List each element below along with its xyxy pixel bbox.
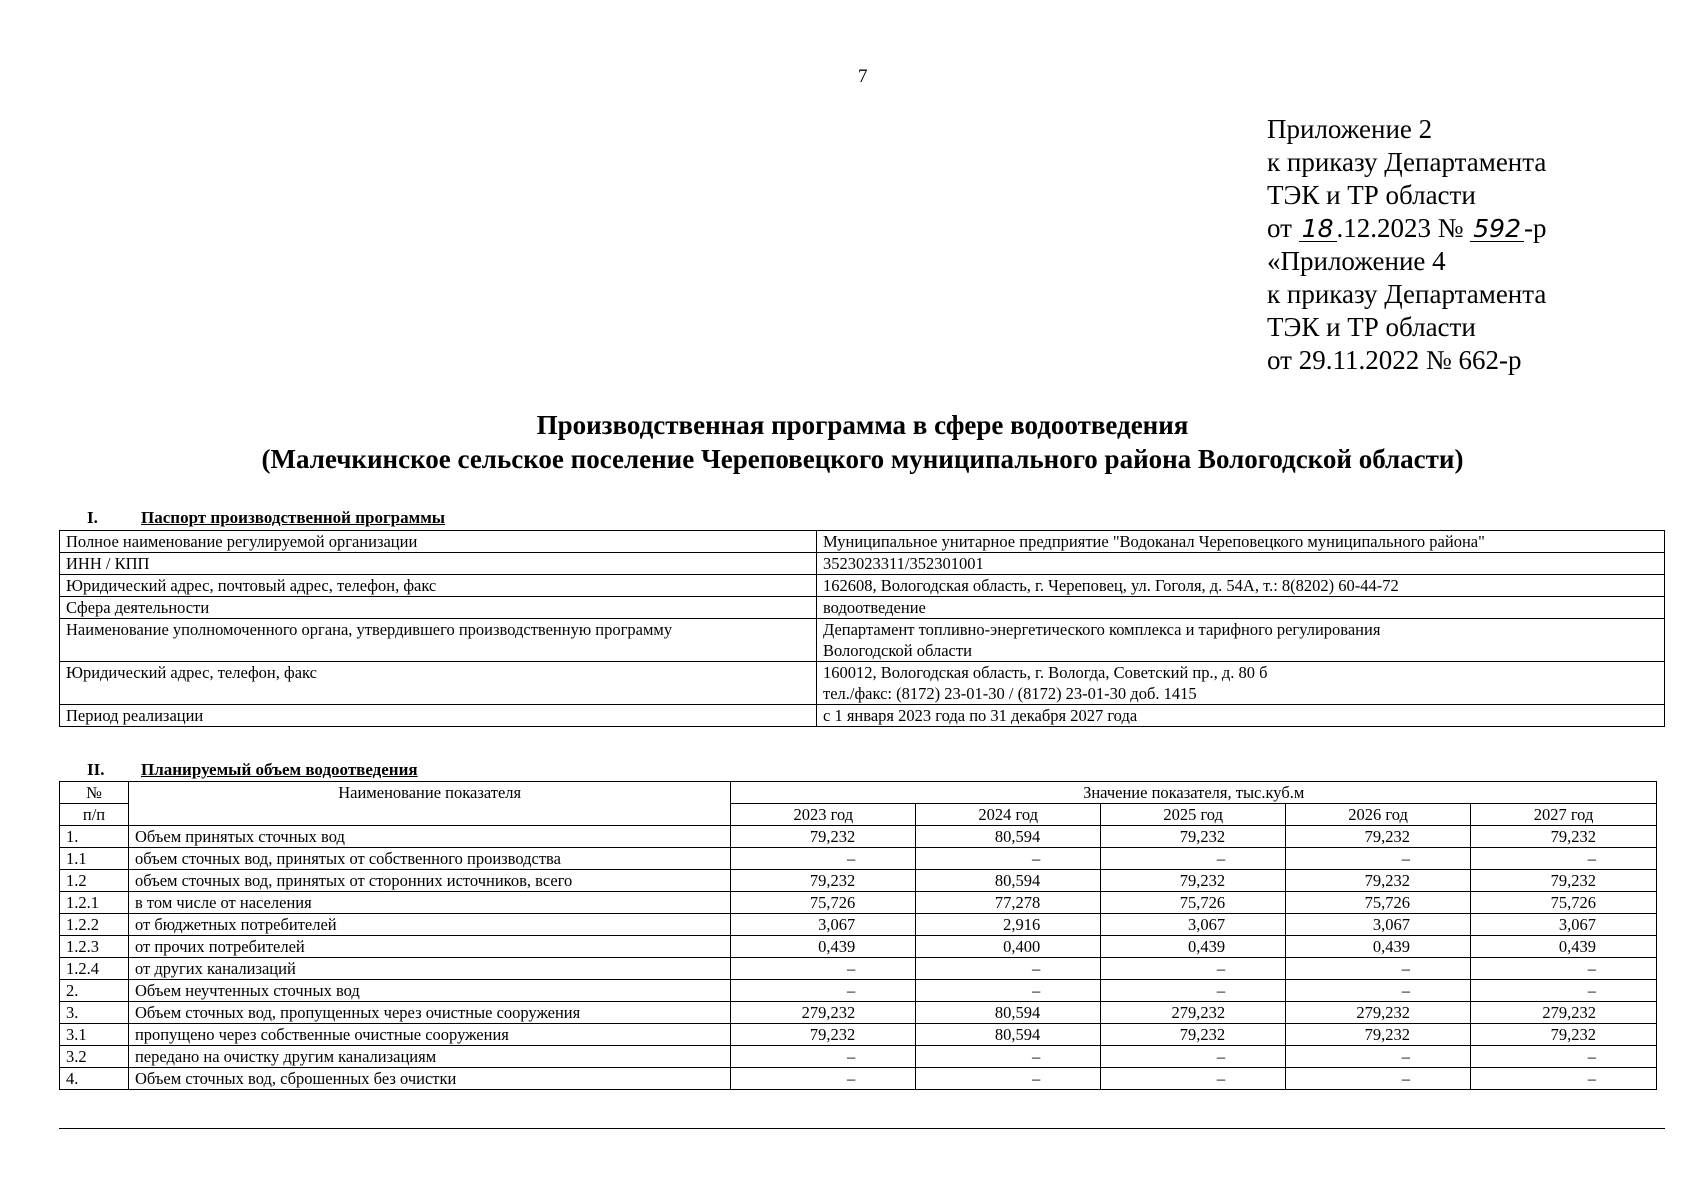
- row-number: 1.1: [60, 848, 129, 870]
- row-value: 3,067: [1286, 914, 1471, 936]
- row-value: 0,439: [1101, 936, 1286, 958]
- row-value: 3,067: [1471, 914, 1657, 936]
- passport-label: Юридический адрес, почтовый адрес, телефон, факс: [60, 575, 817, 597]
- document-subtitle: (Малечкинское сельское поселение Череповецкого муниципального района Вологодской области): [261, 444, 1464, 474]
- appendix-line: «Приложение 4: [1267, 246, 1446, 276]
- passport-value: [817, 531, 1665, 553]
- order-line: [1267, 212, 1547, 245]
- appendix-line: от 29.11.2022 № 662-р: [1267, 345, 1522, 375]
- row-value: –: [916, 1068, 1101, 1090]
- table-row: [60, 980, 1657, 1002]
- appendix-block: [1267, 113, 1547, 377]
- table-row: [60, 936, 1657, 958]
- row-value: –: [731, 848, 916, 870]
- row-value: –: [731, 1068, 916, 1090]
- passport-value: [817, 619, 1665, 662]
- passport-value: [817, 553, 1665, 575]
- row-value: 79,232: [1286, 1024, 1471, 1046]
- row-value: 3,067: [1101, 914, 1286, 936]
- row-value: –: [916, 958, 1101, 980]
- volume-table: [59, 781, 1657, 1090]
- row-name: объем сточных вод, принятых от собственного производства: [128, 848, 730, 870]
- passport-value: [817, 575, 1665, 597]
- row-value: 279,232: [1471, 1002, 1657, 1024]
- row-number: 3.1: [60, 1024, 129, 1046]
- passport-row: [60, 553, 1665, 575]
- row-number: 1.: [60, 826, 129, 848]
- table-row: [60, 958, 1657, 980]
- row-number: 2.: [60, 980, 129, 1002]
- passport-value-line: тел./факс: (8172) 23-01-30 / (8172) 23-01-30 доб. 1415: [823, 684, 1197, 703]
- row-value: 75,726: [1101, 892, 1286, 914]
- passport-label: Юридический адрес, телефон, факс: [60, 662, 817, 705]
- passport-label: Полное наименование регулируемой организации: [60, 531, 817, 553]
- passport-label: ИНН / КПП: [60, 553, 817, 575]
- row-value: 279,232: [1286, 1002, 1471, 1024]
- passport-value-line: с 1 января 2023 года по 31 декабря 2027 года: [823, 706, 1138, 725]
- row-value: –: [1286, 980, 1471, 1002]
- table-row: [60, 826, 1657, 848]
- row-value: 80,594: [916, 826, 1101, 848]
- row-value: 79,232: [1471, 870, 1657, 892]
- row-value: –: [1101, 980, 1286, 1002]
- row-value: 279,232: [1101, 1002, 1286, 1024]
- table-row: [60, 914, 1657, 936]
- passport-row: [60, 619, 1665, 662]
- document-title: Производственная программа в сфере водоотведения: [536, 410, 1189, 440]
- row-value: –: [1471, 1046, 1657, 1068]
- row-value: –: [916, 848, 1101, 870]
- section-number: II.: [87, 760, 105, 779]
- passport-value-line: 160012, Вологодская область, г. Вологда, Советский пр., д. 80 б: [823, 663, 1268, 682]
- table-row: [60, 892, 1657, 914]
- passport-value-line: Департамент топливно-энергетического комплекса и тарифного регулирования: [823, 620, 1381, 639]
- passport-row: [60, 705, 1665, 727]
- page-number: 7: [858, 66, 868, 87]
- header-year: 2023 год: [731, 804, 916, 826]
- passport-row: [60, 597, 1665, 619]
- row-value: –: [1101, 1046, 1286, 1068]
- row-number: 3.2: [60, 1046, 129, 1068]
- table-row: [60, 1068, 1657, 1090]
- row-value: 75,726: [1471, 892, 1657, 914]
- passport-row: [60, 531, 1665, 553]
- row-number: 3.: [60, 1002, 129, 1024]
- row-number: 1.2.4: [60, 958, 129, 980]
- row-value: –: [731, 1046, 916, 1068]
- row-name: передано на очистку другим канализациям: [128, 1046, 730, 1068]
- row-value: –: [1101, 958, 1286, 980]
- section-number: I.: [87, 508, 98, 527]
- passport-label: Сфера деятельности: [60, 597, 817, 619]
- row-value: 3,067: [731, 914, 916, 936]
- passport-value: [817, 662, 1665, 705]
- row-value: –: [1471, 980, 1657, 1002]
- table-row: [60, 1046, 1657, 1068]
- row-value: –: [1471, 958, 1657, 980]
- row-value: 0,439: [1286, 936, 1471, 958]
- passport-table: [59, 530, 1665, 727]
- row-value: 80,594: [916, 870, 1101, 892]
- appendix-line: ТЭК и ТР области: [1267, 312, 1476, 342]
- row-value: –: [1286, 1068, 1471, 1090]
- passport-value-line: Вологодской области: [823, 641, 972, 660]
- row-value: 75,726: [1286, 892, 1471, 914]
- header-year: 2027 год: [1471, 804, 1657, 826]
- row-value: –: [1286, 1046, 1471, 1068]
- passport-value-line: 162608, Вологодская область, г. Череповец, ул. Гоголя, д. 54А, т.: 8(8202) 60-44-72: [823, 576, 1399, 595]
- section-title: Паспорт производственной программы: [141, 508, 446, 527]
- passport-value-line: водоотведение: [823, 598, 926, 617]
- row-name: объем сточных вод, принятых от сторонних источников, всего: [128, 870, 730, 892]
- row-value: 0,400: [916, 936, 1101, 958]
- appendix-line: к приказу Департамента: [1267, 147, 1547, 177]
- row-name: Объем неучтенных сточных вод: [128, 980, 730, 1002]
- row-value: 79,232: [1101, 870, 1286, 892]
- row-value: 2,916: [916, 914, 1101, 936]
- row-number: 4.: [60, 1068, 129, 1090]
- row-value: 79,232: [1101, 1024, 1286, 1046]
- row-name: Объем сточных вод, сброшенных без очистки: [128, 1068, 730, 1090]
- header-year: 2026 год: [1286, 804, 1471, 826]
- order-middle: .12.2023 №: [1336, 213, 1471, 243]
- row-name: в том числе от населения: [128, 892, 730, 914]
- passport-value: [817, 597, 1665, 619]
- row-name: Объем сточных вод, пропущенных через очистные сооружения: [128, 1002, 730, 1024]
- header-year: 2024 год: [916, 804, 1101, 826]
- table-row: [60, 1002, 1657, 1024]
- row-value: –: [1286, 958, 1471, 980]
- passport-row: [60, 575, 1665, 597]
- appendix-line: к приказу Департамента: [1267, 279, 1547, 309]
- handwritten-number: 592: [1470, 217, 1524, 242]
- row-value: 79,232: [731, 826, 916, 848]
- row-value: 79,232: [1286, 826, 1471, 848]
- order-prefix: от: [1267, 213, 1299, 243]
- passport-label: Наименование уполномоченного органа, утвердившего производственную программу: [60, 619, 817, 662]
- row-name: Объем принятых сточных вод: [128, 826, 730, 848]
- row-value: 77,278: [916, 892, 1101, 914]
- passport-value: [817, 705, 1665, 727]
- row-name: пропущено через собственные очистные сооружения: [128, 1024, 730, 1046]
- row-value: 0,439: [731, 936, 916, 958]
- row-value: –: [1286, 848, 1471, 870]
- row-value: –: [1101, 848, 1286, 870]
- table-row: [60, 870, 1657, 892]
- handwritten-day: 18: [1299, 217, 1337, 242]
- row-value: 79,232: [731, 1024, 916, 1046]
- passport-row: [60, 662, 1665, 705]
- row-value: 79,232: [1101, 826, 1286, 848]
- header-number-sub: п/п: [60, 804, 129, 826]
- row-name: от прочих потребителей: [128, 936, 730, 958]
- section-title: Планируемый объем водоотведения: [141, 760, 418, 779]
- row-value: 79,232: [731, 870, 916, 892]
- row-value: –: [1471, 1068, 1657, 1090]
- appendix-line: Приложение 2: [1267, 114, 1433, 144]
- header-name: Наименование показателя: [128, 782, 730, 826]
- bottom-rule: [59, 1128, 1665, 1129]
- section-heading-volume: [59, 760, 418, 780]
- row-value: 79,232: [1471, 1024, 1657, 1046]
- header-value: Значение показателя, тыс.куб.м: [731, 782, 1657, 804]
- row-name: от бюджетных потребителей: [128, 914, 730, 936]
- passport-value-line: 3523023311/352301001: [823, 554, 984, 573]
- row-value: 0,439: [1471, 936, 1657, 958]
- row-value: –: [916, 980, 1101, 1002]
- row-value: 79,232: [1471, 826, 1657, 848]
- row-value: –: [731, 958, 916, 980]
- row-value: 80,594: [916, 1024, 1101, 1046]
- order-suffix: -р: [1524, 213, 1547, 243]
- header-number: №: [60, 782, 129, 804]
- row-value: 79,232: [1286, 870, 1471, 892]
- row-value: 75,726: [731, 892, 916, 914]
- row-value: –: [1101, 1068, 1286, 1090]
- header-year: 2025 год: [1101, 804, 1286, 826]
- row-value: 80,594: [916, 1002, 1101, 1024]
- passport-label: Период реализации: [60, 705, 817, 727]
- table-row: [60, 1024, 1657, 1046]
- row-number: 1.2.3: [60, 936, 129, 958]
- passport-value-line: Муниципальное унитарное предприятие "Водоканал Череповецкого муниципального района": [823, 532, 1485, 551]
- row-name: от других канализаций: [128, 958, 730, 980]
- row-value: –: [1471, 848, 1657, 870]
- row-number: 1.2: [60, 870, 129, 892]
- row-value: –: [916, 1046, 1101, 1068]
- row-value: –: [731, 980, 916, 1002]
- row-number: 1.2.2: [60, 914, 129, 936]
- row-number: 1.2.1: [60, 892, 129, 914]
- section-heading-passport: [59, 508, 445, 528]
- row-value: 279,232: [731, 1002, 916, 1024]
- appendix-line: ТЭК и ТР области: [1267, 180, 1476, 210]
- table-row: [60, 848, 1657, 870]
